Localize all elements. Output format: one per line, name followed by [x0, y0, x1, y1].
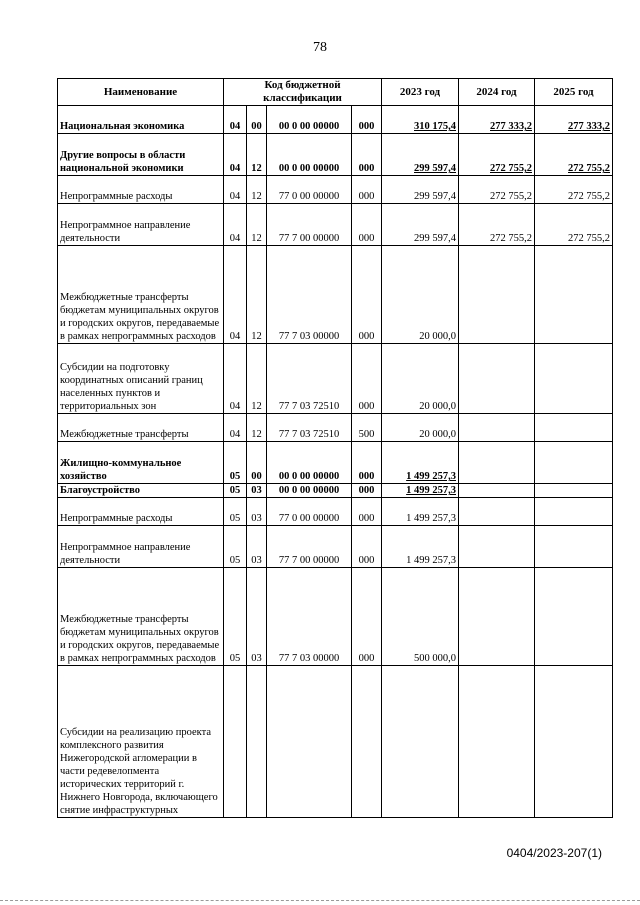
code-expense-type: 000: [352, 498, 382, 526]
value-2023: 299 597,4: [382, 134, 459, 176]
page-number: 78: [313, 40, 327, 55]
code-section: 05: [224, 568, 247, 666]
code-target: 00 0 00 00000: [267, 134, 352, 176]
table-row: [58, 204, 613, 246]
code-section: 05: [224, 484, 247, 498]
code-expense-type: 000: [352, 204, 382, 246]
value-2025: [535, 246, 613, 344]
row-name: Субсидии на реализацию проекта комплексного развития Нижегородской агломерации в части редевелопмента исторических территорий г. Нижнего Новгорода, включающего снятие инфраструктурных: [58, 666, 224, 818]
header-2025: 2025 год: [535, 79, 613, 106]
header-code: Код бюджетной классификации: [224, 79, 382, 106]
code-subsection: [247, 666, 267, 818]
table-row: [58, 344, 613, 414]
code-subsection: 12: [247, 204, 267, 246]
value-2023: 310 175,4: [382, 106, 459, 134]
value-2024: 277 333,2: [459, 106, 535, 134]
value-2023: 20 000,0: [382, 344, 459, 414]
code-target: 77 7 03 72510: [267, 344, 352, 414]
value-2025: [535, 344, 613, 414]
value-2024: [459, 526, 535, 568]
header-2024: 2024 год: [459, 79, 535, 106]
value-2024: 272 755,2: [459, 204, 535, 246]
code-target: 77 7 03 00000: [267, 246, 352, 344]
value-2023: 500 000,0: [382, 568, 459, 666]
code-expense-type: 000: [352, 344, 382, 414]
code-section: 04: [224, 134, 247, 176]
value-2023: 20 000,0: [382, 246, 459, 344]
row-name: Непрограммные расходы: [58, 176, 224, 204]
code-subsection: 03: [247, 498, 267, 526]
budget-table: [57, 78, 613, 818]
value-2024: [459, 666, 535, 818]
document-code: 0404/2023-207(1): [506, 846, 602, 860]
header-2023: 2023 год: [382, 79, 459, 106]
value-2025: [535, 526, 613, 568]
row-name: Жилищно-коммунальное хозяйство: [58, 442, 224, 484]
table-row: [58, 106, 613, 134]
value-2025: 277 333,2: [535, 106, 613, 134]
code-section: 04: [224, 106, 247, 134]
code-expense-type: 000: [352, 106, 382, 134]
code-subsection: 03: [247, 526, 267, 568]
value-2025: [535, 568, 613, 666]
code-subsection: 12: [247, 246, 267, 344]
code-section: 04: [224, 204, 247, 246]
value-2025: [535, 666, 613, 818]
value-2024: [459, 484, 535, 498]
table-row: [58, 176, 613, 204]
header-name: Наименование: [58, 79, 224, 106]
code-subsection: 12: [247, 134, 267, 176]
value-2023: 1 499 257,3: [382, 442, 459, 484]
bottom-divider: [0, 900, 640, 902]
value-2023: 1 499 257,3: [382, 526, 459, 568]
table-row: [58, 134, 613, 176]
value-2025: [535, 484, 613, 498]
code-target: 77 7 03 00000: [267, 568, 352, 666]
table-row: [58, 442, 613, 484]
table-row: [58, 414, 613, 442]
value-2024: 272 755,2: [459, 176, 535, 204]
value-2025: [535, 498, 613, 526]
code-section: 05: [224, 526, 247, 568]
code-target: 77 7 00 00000: [267, 204, 352, 246]
code-section: 04: [224, 246, 247, 344]
value-2023: 299 597,4: [382, 176, 459, 204]
row-name: Непрограммные расходы: [58, 498, 224, 526]
code-expense-type: 000: [352, 568, 382, 666]
table-row: [58, 498, 613, 526]
row-name: Национальная экономика: [58, 106, 224, 134]
code-subsection: 12: [247, 414, 267, 442]
table-row: [58, 568, 613, 666]
value-2024: 272 755,2: [459, 134, 535, 176]
code-section: 04: [224, 414, 247, 442]
value-2024: [459, 568, 535, 666]
code-subsection: 12: [247, 176, 267, 204]
value-2024: [459, 246, 535, 344]
code-subsection: 03: [247, 484, 267, 498]
table-row: [58, 526, 613, 568]
value-2025: [535, 414, 613, 442]
code-target: 77 7 00 00000: [267, 526, 352, 568]
value-2025: 272 755,2: [535, 134, 613, 176]
code-section: 04: [224, 344, 247, 414]
row-name: Межбюджетные трансферты бюджетам муниципальных округов и городских округов, передаваемые в рамках непрограммных расходов: [58, 246, 224, 344]
table-header-row: [58, 79, 613, 106]
code-target: 77 0 00 00000: [267, 176, 352, 204]
code-section: 04: [224, 176, 247, 204]
value-2024: [459, 442, 535, 484]
code-target: [267, 666, 352, 818]
code-subsection: 00: [247, 106, 267, 134]
code-section: [224, 666, 247, 818]
code-expense-type: 500: [352, 414, 382, 442]
value-2024: [459, 414, 535, 442]
row-name: Межбюджетные трансферты: [58, 414, 224, 442]
code-target: 77 0 00 00000: [267, 498, 352, 526]
code-subsection: 00: [247, 442, 267, 484]
row-name: Благоустройство: [58, 484, 224, 498]
row-name: Непрограммное направление деятельности: [58, 526, 224, 568]
row-name: Другие вопросы в области национальной экономики: [58, 134, 224, 176]
value-2023: [382, 666, 459, 818]
code-section: 05: [224, 498, 247, 526]
value-2023: 20 000,0: [382, 414, 459, 442]
code-expense-type: 000: [352, 134, 382, 176]
code-subsection: 03: [247, 568, 267, 666]
code-target: 00 0 00 00000: [267, 484, 352, 498]
code-expense-type: 000: [352, 484, 382, 498]
code-expense-type: 000: [352, 442, 382, 484]
value-2024: [459, 498, 535, 526]
code-expense-type: 000: [352, 526, 382, 568]
code-target: 77 7 03 72510: [267, 414, 352, 442]
row-name: Непрограммное направление деятельности: [58, 204, 224, 246]
table-row: [58, 484, 613, 498]
value-2024: [459, 344, 535, 414]
value-2025: 272 755,2: [535, 204, 613, 246]
value-2023: 1 499 257,3: [382, 484, 459, 498]
value-2025: 272 755,2: [535, 176, 613, 204]
value-2025: [535, 442, 613, 484]
code-subsection: 12: [247, 344, 267, 414]
table-row: [58, 246, 613, 344]
row-name: Межбюджетные трансферты бюджетам муниципальных округов и городских округов, передаваемые в рамках непрограммных расходов: [58, 568, 224, 666]
code-expense-type: 000: [352, 176, 382, 204]
code-expense-type: 000: [352, 246, 382, 344]
code-target: 00 0 00 00000: [267, 106, 352, 134]
table-row: [58, 666, 613, 818]
value-2023: 1 499 257,3: [382, 498, 459, 526]
code-expense-type: [352, 666, 382, 818]
value-2023: 299 597,4: [382, 204, 459, 246]
code-section: 05: [224, 442, 247, 484]
code-target: 00 0 00 00000: [267, 442, 352, 484]
row-name: Субсидии на подготовку координатных описаний границ населенных пунктов и территориальных зон: [58, 344, 224, 414]
